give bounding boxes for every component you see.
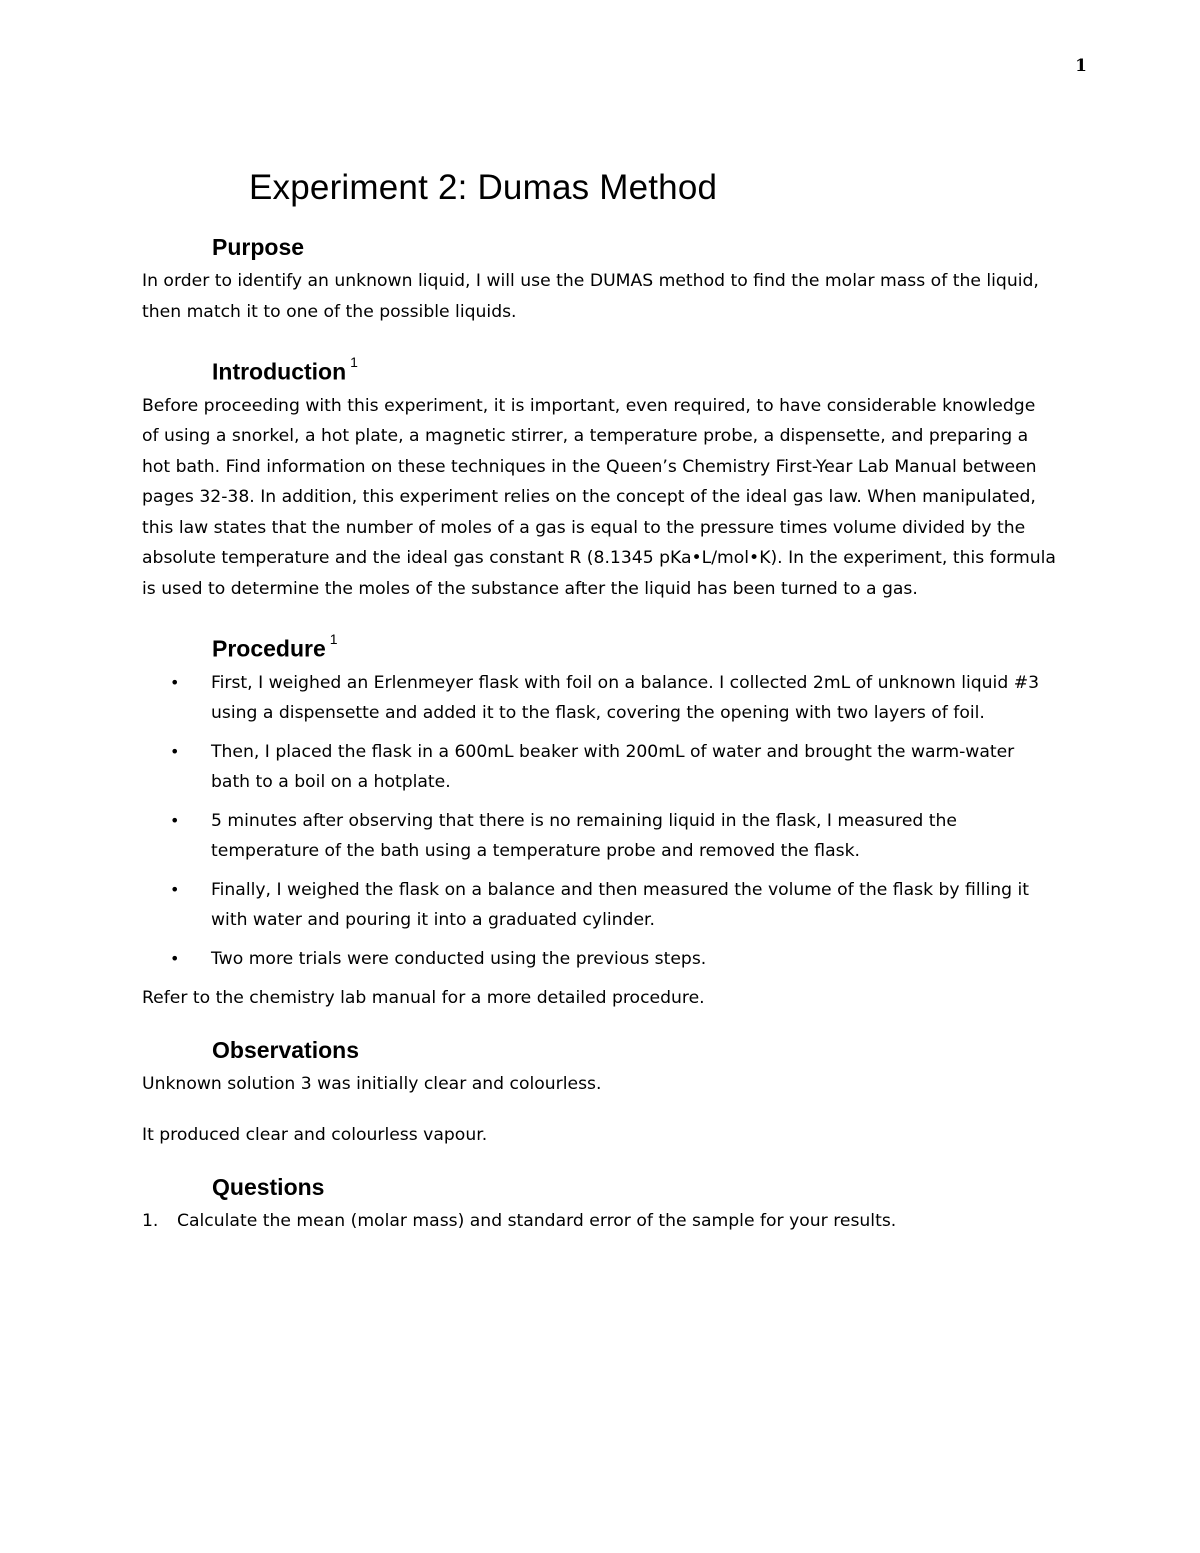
page-number: 1 <box>1075 56 1087 76</box>
list-item <box>142 944 1057 974</box>
list-item <box>142 806 1057 866</box>
question-text: Calculate the mean (molar mass) and standard error of the sample for your results. <box>177 1211 897 1232</box>
list-item <box>142 737 1057 797</box>
purpose-heading <box>212 232 1057 262</box>
procedure-step-text: Two more trials were conducted using the previous steps. <box>211 948 707 969</box>
introduction-reference-mark: 1 <box>350 354 358 370</box>
introduction-section <box>142 351 1057 604</box>
bullet-icon: • <box>170 948 180 968</box>
procedure-step-text: Finally, I weighed the flask on a balance and then measured the volume of the flask by filling it with water and pouring it into a graduated cylinder. <box>211 879 1029 930</box>
observations-heading <box>212 1035 1057 1065</box>
purpose-text: In order to identify an unknown liquid, I will use the DUMAS method to find the molar mass of the liquid, then match it to one of the possible liquids. <box>142 271 1039 322</box>
list-item <box>142 875 1057 935</box>
questions-list <box>142 1206 1057 1236</box>
observation-line: It produced clear and colourless vapour. <box>142 1124 488 1145</box>
bullet-icon: • <box>170 810 180 830</box>
questions-heading <box>212 1172 1057 1202</box>
questions-section <box>142 1172 1057 1236</box>
purpose-section <box>142 232 1057 327</box>
procedure-heading-text: Procedure <box>212 635 326 662</box>
document-body <box>142 166 1057 1236</box>
document-title: Experiment 2: Dumas Method <box>249 168 718 207</box>
list-item <box>142 668 1057 728</box>
purpose-heading-text: Purpose <box>212 234 305 260</box>
procedure-note: Refer to the chemistry lab manual for a more detailed procedure. <box>142 987 705 1008</box>
procedure-section <box>142 628 1057 1013</box>
procedure-step-text: 5 minutes after observing that there is no remaining liquid in the flask, I measured the temperature of the bath using a temperature probe and removed the flask. <box>211 810 957 861</box>
procedure-heading <box>212 628 1057 664</box>
observations-section <box>142 1035 1057 1150</box>
procedure-step-text: Then, I placed the flask in a 600mL beaker with 200mL of water and brought the warm-water bath to a boil on a hotplate. <box>211 741 1015 792</box>
list-item <box>142 1206 1057 1236</box>
question-number: 1. <box>142 1211 159 1232</box>
observations-heading-text: Observations <box>212 1037 359 1064</box>
introduction-text: Before proceeding with this experiment, it is important, even required, to have considerable knowledge of using a snorkel, a hot plate, a magnetic stirrer, a temperature probe, a dispensette, and preparing a hot bath. Find information on these techniques in the Queen’s Chemistry First-Year Lab Manual between pages 32-38. In addition, this experiment relies on the concept of the ideal gas law. When manipulated, this law states that the number of moles of a gas is equal to the pressure times volume divided by the absolute temperature and the ideal gas constant R (8.1345 pKa•L/mol•K). In the experiment, this formula is used to determine the moles of the substance after the liquid has been turned to a gas. <box>142 395 1056 599</box>
bullet-icon: • <box>170 672 180 692</box>
introduction-heading-text: Introduction <box>212 358 347 385</box>
questions-heading-text: Questions <box>212 1174 325 1201</box>
procedure-reference-mark: 1 <box>329 631 338 648</box>
bullet-icon: • <box>170 879 180 899</box>
procedure-step-text: First, I weighed an Erlenmeyer flask with foil on a balance. I collected 2mL of unknown liquid #3 using a dispensette and added it to the flask, covering the opening with two layers of foil. <box>211 672 1040 723</box>
procedure-list <box>142 668 1057 974</box>
observation-line: Unknown solution 3 was initially clear and colourless. <box>142 1074 602 1095</box>
bullet-icon: • <box>170 741 180 761</box>
introduction-heading <box>212 351 1057 387</box>
